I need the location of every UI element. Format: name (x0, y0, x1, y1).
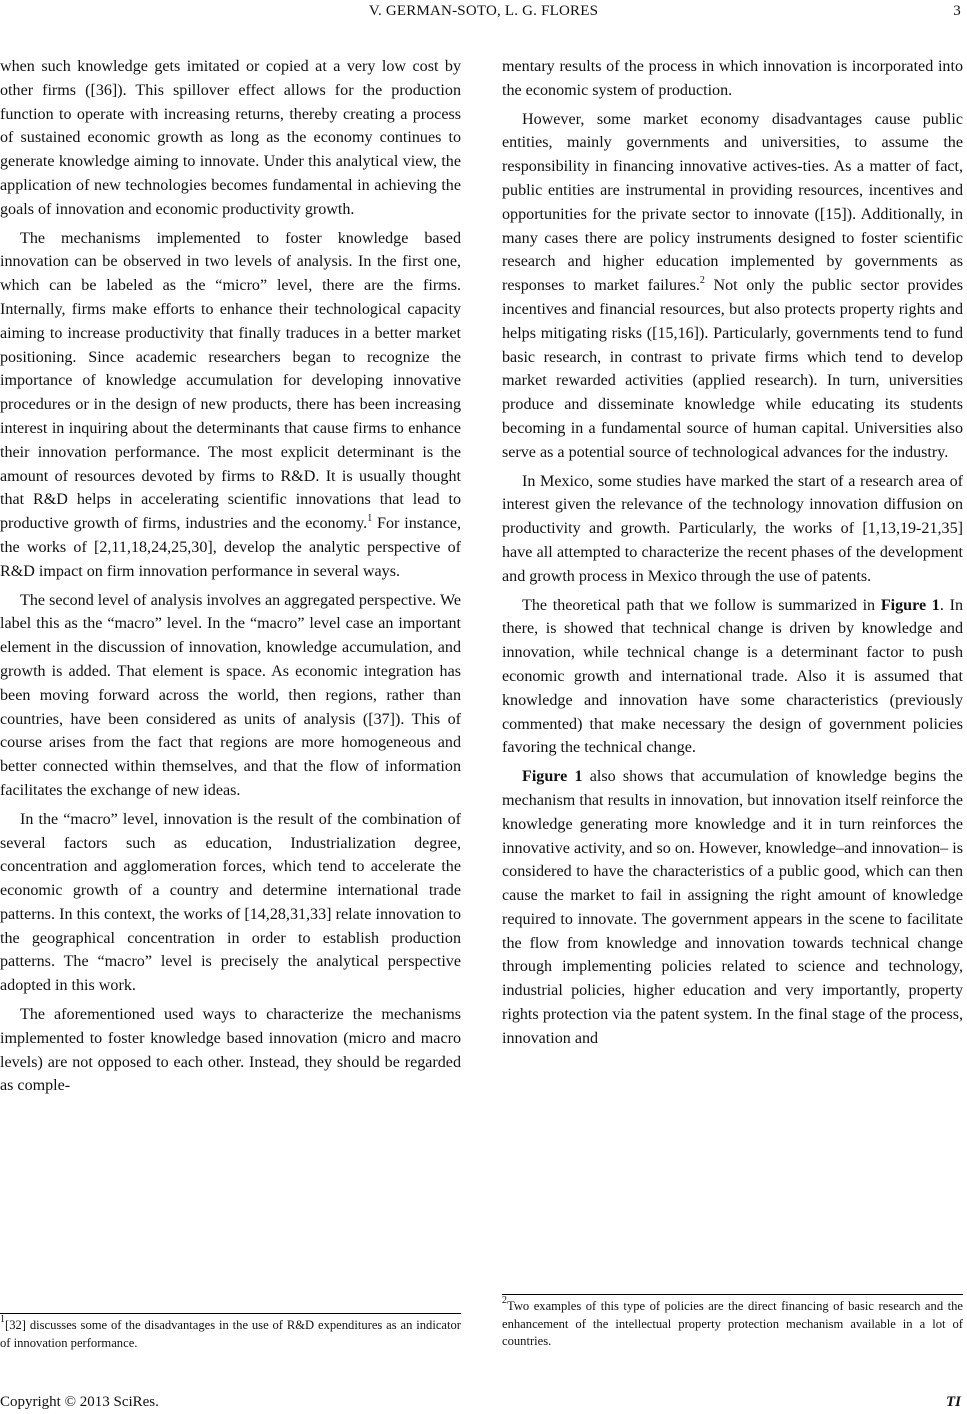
paragraph: In Mexico, some studies have marked the start of a research area of interest given the relevance of the technology innovation diffusion on productivity and growth. Particularly, the works of [1,13,19-21,35] have all attempted to characterize the recent phases of the development and growth process in Mexico through the use of patents. (502, 472, 963, 585)
paragraph-text: The theoretical path that we follow is summarized in (522, 596, 881, 614)
paragraph: when such knowledge gets imitated or copied at a very low cost by other firms ([36]). This spillover effect allows for the production function to operate with increasing returns, thereby creating a process of sustained economic growth as long as the economy continues to generate knowledge aiming to innovate. Under this analytical view, the application of new technologies becomes fundamental in achieving the goals of innovation and economic productivity growth. (0, 58, 461, 218)
right-column (502, 55, 963, 1056)
paragraph: The second level of analysis involves an aggregated perspective. We label this as the “macro” level. In the “macro” level case an important element in the discussion of innovation, knowledge accumulation, and growth is added. That element is space. As economic integration has been moving forward across the world, then regions, rather than countries, have been considered as units of analysis ([37]). This of course arises from the fact that regions are more homogeneous and better connected within themselves, and that the flow of information facilitates the exchange of new ideas. (0, 591, 461, 799)
paragraph-text: also shows that accumulation of knowledge begins the mechanism that results in innovation, but innovation itself reinforce the knowledge generating more knowledge and it in turn reinforces the innovative activity, and so on. However, knowledge–and innovation– is considered to have the characteristics of a public good, which can then cause the market to fail in assigning the right amount of knowledge required to innovate. The government appears in the scene to facilitate the flow from knowledge and innovation towards technical change through implementing policies related to science and technology, industrial policies, higher education and very importantly, property rights protection via the patent system. In the final stage of the process, innovation and (502, 768, 963, 1047)
footnote-marker: 1 (367, 513, 373, 525)
paragraph (0, 227, 461, 584)
left-column (0, 55, 461, 1103)
footnote-marker: 2 (699, 275, 705, 287)
footnote-1 (0, 1314, 461, 1352)
paragraph: In the “macro” level, innovation is the result of the combination of several factors such as education, Industrialization degree, concentration and agglomeration forces, which tend to accelerate the economic growth of a country and determine international trade patterns. In this context, the works of [14,28,31,33] relate innovation to the geographical concentration in order to establish production patterns. The “macro” level is precisely the analytical perspective adopted in this work. (0, 810, 461, 995)
paragraph (502, 108, 963, 465)
footnote-marker: 2 (502, 1295, 507, 1306)
footnote-2 (502, 1295, 963, 1351)
page-footer (0, 1394, 967, 1414)
paragraph: mentary results of the process in which innovation is incorporated into the economic system of production. (502, 58, 963, 99)
footnote-divider (0, 1313, 461, 1314)
footnote-text: Two examples of this type of policies are the direct financing of basic research and the enhancement of the intellectual property protection mechanism available in a lot of countries. (502, 1299, 963, 1348)
footnote-text: [32] discusses some of the disadvantages in the use of R&D expenditures as an indicator of innovation performance. (0, 1318, 461, 1350)
footnote-divider (502, 1294, 963, 1295)
paragraph-text: However, some market economy disadvantages cause public entities, mainly governments and universities, to assume the responsibility in financing innovative actives-ties. As a matter of fact, public entities are instrumental in providing resources, incentives and opportunities for the private sector to innovate ([15]). Additionally, in many cases there are policy instruments designed to foster scientific research and higher education implemented by governments as responses to market failures. (502, 110, 963, 295)
figure-reference: Figure 1 (880, 596, 940, 614)
page-number: 3 (953, 3, 961, 19)
paragraph-text: Not only the public sector provides incentives and financial resources, but also protects property rights and helps mitigating risks ([15,16]). Particularly, governments tend to fund basic research, in contrast to private firms which tend to develop market rewarded activities (applied research). In turn, universities produce and disseminate knowledge while educating its students becoming in a fundamental source of human capital. Universities also serve as a potential source of technological advances for the industry. (502, 277, 963, 461)
paragraph (502, 765, 963, 1051)
paragraph: The aforementioned used ways to characterize the mechanisms implemented to foster knowledge based innovation (micro and macro levels) are not opposed to each other. Instead, they should be regarded as comple- (0, 1006, 461, 1095)
header-authors: V. GERMAN-SOTO, L. G. FLORES (368, 3, 599, 19)
paragraph (502, 594, 963, 761)
footnote-marker: 1 (0, 1314, 5, 1325)
figure-reference: Figure 1 (522, 768, 583, 786)
running-header (0, 0, 967, 24)
journal-abbrev: TI (946, 1394, 961, 1410)
paragraph-text: . In there, is showed that technical change is driven by knowledge and innovation, while technical change is a determinant factor to push economic growth and international trade. Also it is assumed that knowledge and innovation have some characteristics (previously commented) that make necessary the design of government policies favoring the technical change. (502, 596, 963, 757)
paragraph-text: For instance, the works of [2,11,18,24,25,30], develop the analytic perspective of R&D impact on firm innovation performance in several ways. (0, 515, 462, 580)
paragraph-text: The mechanisms implemented to foster knowledge based innovation can be observed in two levels of analysis. In the first one, which can be labeled as the “micro” level, there are the firms. Internally, firms make efforts to enhance their technological capacity aiming to increase productivity that finally traduces in a better market positioning. Since academic researchers began to recognize the importance of knowledge accumulation for developing innovative procedures or in the design of new products, there has been increasing interest in inquiring about the determinants that cause firms to enhance their innovation performance. The most explicit determinant is the amount of resources devoted by firms to R&D. It is usually thought that R&D helps in accelerating scientific innovations that lead to productive growth of firms, industries and the economy. (0, 229, 461, 533)
copyright-text: Copyright © 2013 SciRes. (0, 1394, 159, 1410)
